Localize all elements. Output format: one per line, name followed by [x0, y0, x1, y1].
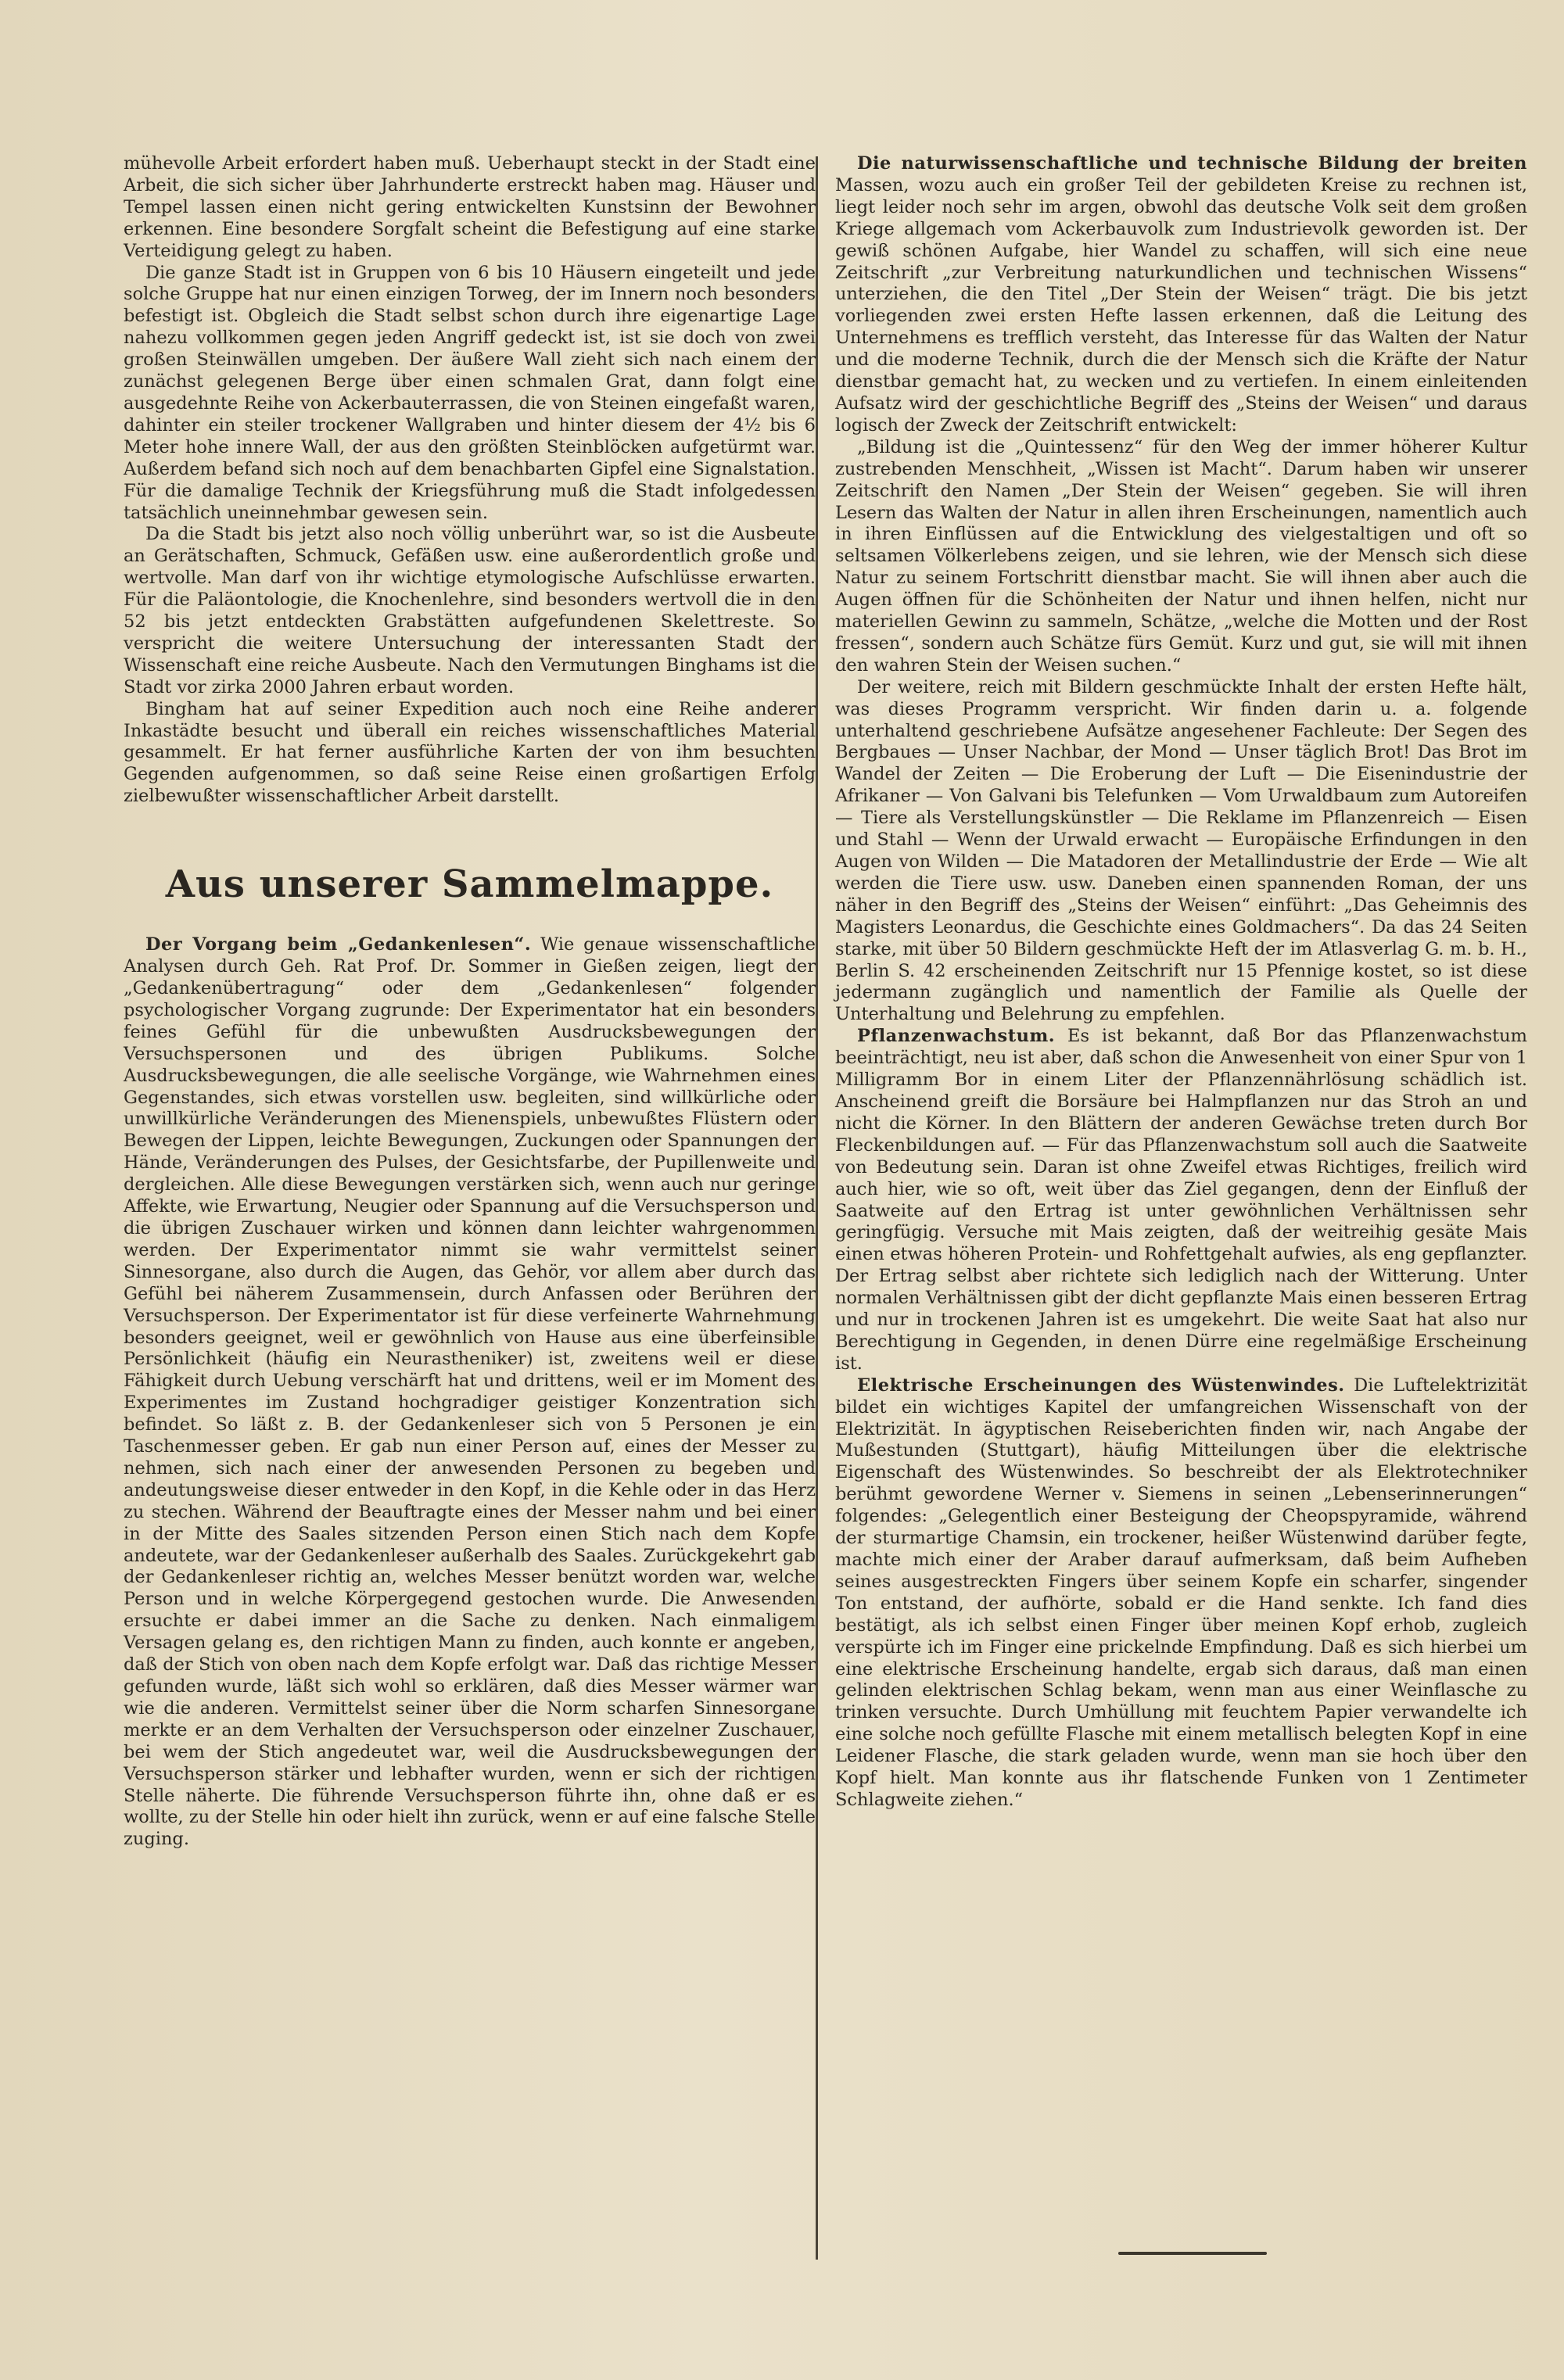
section-heading: Aus unserer Sammelmappe. [165, 862, 774, 907]
article-wuestenwind [835, 1375, 1527, 1812]
paragraph-excavation-yield: Da die Stadt bis jetzt also noch völlig unberührt war, so ist die Ausbeute an Gerätschaften, Schmuck, Gefäßen usw. eine außerordentlich große und wertvolle. Man darf von ihr wichtige etymologische Aufschlüsse erwarten. Für die Paläontologie, die Knochenlehre, sind besonders wertvoll die in den 52 bis jetzt entdeckten Grabstätten aufgefundenen Skelettreste. So verspricht die weitere Untersuchung der interessanten Stadt der Wissenschaft eine reiche Ausbeute. Nach den Vermutungen Binghams ist die Stadt vor zirka 2000 Jahren erbaut worden. [124, 524, 816, 697]
left-column [124, 153, 816, 1851]
article-gedankenlesen [124, 934, 816, 1851]
article-stein-der-weisen-body: Massen, wozu auch ein großer Teil der gebildeten Kreise zu rechnen ist, liegt leider noch sehr im argen, obwohl das deutsche Volk seit dem großen Kriege allgemach vom Ackerbauvolk zum Industrievolk geworden ist. Der gewiß schönen Aufgabe, hier Wandel zu schaffen, will sich eine neue Zeitschrift „zur Verbreitung naturkundlichen und technischen Wissens“ unterziehen, die den Titel „Der Stein der Weisen“ trägt. Die bis jetzt vorliegenden zwei ersten Hefte lassen erkennen, daß die Leitung des Unternehmens es trefflich versteht, das Interesse für das Walten der Natur und die moderne Technik, durch die der Mensch sich die Kräfte der Natur dienstbar gemacht hat, zu wecken und zu vertiefen. In einem einleitenden Aufsatz wird der geschichtliche Begriff des „Steins der Weisen“ und daraus logisch der Zweck der Zeitschrift entwickelt: [835, 174, 1527, 435]
article-pflanzenwachstum-body: Es ist bekannt, daß Bor das Pflanzenwachstum beeinträchtigt, neu ist aber, daß schon die Anwesenheit von einer Spur von 1 Milligramm Bor in einem Liter der Pflanzennährlösung schädlich ist. Anscheinend greift die Borsäure bei Halmpflanzen nur das Stroh an und nicht die Körner. In den Blättern der anderen Gewächse treten durch Bor Fleckenbildungen auf. — Für das Pflanzenwachstum soll auch die Saatweite von Bedeutung sein. Daran ist ohne Zweifel etwas Richtiges, freilich wird auch hier, wie so oft, weit über das Ziel gegangen, denn der Einfluß der Saatweite auf den Ertrag ist unter gewöhnlichen Verhältnissen sehr geringfügig. Versuche mit Mais zeigten, daß der weitreihig gesäte Mais einen etwas höheren Protein- und Rohfettgehalt aufwies, als eng gepflanzter. Der Ertrag selbst aber richtete sich lediglich nach der Witterung. Unter normalen Verhältnissen gibt der dicht gepflanzte Mais einen besseren Ertrag und nur in trockenen Jahren ist es umgekehrt. Die weite Saat hat also nur Berechtigung in Gegenden, in denen Dürre eine regelmäßige Erscheinung ist. [835, 1026, 1527, 1374]
article-stein-der-weisen-quote: „Bildung ist die „Quintessenz“ für den Weg der immer höherer Kultur zustrebenden Menschheit, „Wissen ist Macht“. Darum haben wir unserer Zeitschrift den Namen „Der Stein der Weisen“ gegeben. Sie will ihren Lesern das Walten der Natur in allen ihren Erscheinungen, namentlich auch in ihren Einflüssen auf die Entwicklung des vielgestaltigen und oft so seltsamen Völkerlebens zeigen, und sie lehren, wie der Mensch sich diese Natur zu seinem Fortschritt dienstbar macht. Sie will ihnen aber auch die Augen öffnen für die Schönheiten der Natur und ihnen helfen, nicht nur materiellen Gewinn zu sammeln, Schätze, „welche die Motten und der Rost fressen“, sondern auch Schätze fürs Gemüt. Kurz und gut, sie will mit ihnen den wahren Stein der Weisen suchen.“ [835, 436, 1527, 676]
article-stein-der-weisen-contents: Der weitere, reich mit Bildern geschmückte Inhalt der ersten Hefte hält, was dieses Programm verspricht. Wir finden darin u. a. folgende unterhaltend geschriebene Aufsätze angesehener Fachleute: Der Segen des Bergbaues — Unser Nachbar, der Mond — Unser täglich Brot! Das Brot im Wandel der Zeiten — Die Eroberung der Luft — Die Eisenindustrie der Afrikaner — Von Galvani bis Telefunken — Vom Urwaldbaum zum Autoreifen — Tiere als Verstellungskünstler — Die Reklame im Pflanzenreich — Eisen und Stahl — Wenn der Urwald erwacht — Europäische Erfindungen in den Augen von Wilden — Die Matadoren der Metallindustrie der Erde — Wie alt werden die Tiere usw. usw. Daneben einen spannenden Roman, der uns näher in den Begriff des „Steins der Weisen“ einführt: „Das Geheimnis des Magisters Leonardus, die Geschichte eines Goldmachers“. Da das 24 Seiten starke, mit über 50 Bildern geschmückte Heft der im Atlasverlag G. m. b. H., Berlin S. 42 erscheinenden Zeitschrift nur 15 Pfennige kostet, so ist diese jedermann zugänglich und namentlich der Familie als Quelle der Unterhaltung und Belehrung zu empfehlen. [835, 676, 1527, 1025]
article-pflanzenwachstum [835, 1026, 1527, 1375]
article-stein-der-weisen-title: Die naturwissenschaftliche und technische Bildung der breiten [857, 153, 1527, 174]
paragraph-city-defenses: Die ganze Stadt ist in Gruppen von 6 bis 10 Häusern eingeteilt und jede solche Gruppe hat nur einen einzigen Torweg, der im Innern noch besonders befestigt ist. Obgleich die Stadt selbst schon durch ihre eigenartige Lage nahezu vollkommen gegen jeden Angriff gedeckt ist, ist sie doch von zwei großen Steinwällen umgeben. Der äußere Wall zieht sich nach einem der zunächst gelegenen Berge über einen schmalen Grat, dann folgt eine ausgedehnte Reihe von Ackerbauterrassen, die von Steinen eingefaßt waren, dahinter ein steiler trockener Wallgraben und hinter diesem der 4½ bis 6 Meter hohe innere Wall, der aus den größten Steinblöcken aufgetürmt war. Außerdem befand sich noch auf dem benachbarten Gipfel eine Signalstation. Für die damalige Technik der Kriegsführung muß die Stadt infolgedessen tatsächlich uneinnehmbar gewesen sein. [124, 262, 816, 523]
article-wuestenwind-title: Elektrische Erscheinungen des Wüstenwindes. [857, 1375, 1345, 1396]
right-column [835, 153, 1527, 1812]
paragraph-city-work: mühevolle Arbeit erfordert haben muß. Ueberhaupt steckt in der Stadt eine Arbeit, die sich sicher über Jahrhunderte erstreckt haben mag. Häuser und Tempel lassen einen nicht gering entwickelten Kunstsinn der Bewohner erkennen. Eine besondere Sorgfalt scheint die Befestigung auf eine starke Verteidigung gelegt zu haben. [124, 153, 816, 261]
article-pflanzenwachstum-title: Pflanzenwachstum. [857, 1026, 1056, 1047]
end-rule-ornament [1118, 2252, 1267, 2255]
article-gedankenlesen-body: Wie genaue wissenschaftliche Analysen durch Geh. Rat Prof. Dr. Sommer in Gießen zeigen, liegt der „Gedankenübertragung“ oder dem „Gedankenlesen“ folgender psychologischer Vorgang zugrunde: Der Experimentator hat ein besonders feines Gefühl für die unbewußten Ausdrucksbewegungen der Versuchspersonen und des übrigen Publikums. Solche Ausdrucksbewegungen, die alle seelische Vorgänge, wie Wahrnehmen eines Gegenstandes, sich etwas vorstellen usw. begleiten, sind willkürliche oder unwillkürliche Veränderungen des Mienenspiels, unbewußtes Flüstern oder Bewegen der Lippen, leichte Bewegungen, Zuckungen oder Spannungen der Hände, Veränderungen des Pulses, der Gesichtsfarbe, der Pupillenweite und dergleichen. Alle diese Bewegungen verstärken sich, wenn auch nur geringe Affekte, wie Erwartung, Neugier oder Spannung auf die Versuchsperson und die übrigen Zuschauer wirken und können dann leichter wahrgenommen werden. Der Experimentator nimmt sie wahr vermittelst seiner Sinnesorgane, also durch die Augen, das Gehör, vor allem aber durch das Gefühl bei näherem Zusammensein, durch Anfassen oder Berühren der Versuchsperson. Der Experimentator ist für diese verfeinerte Wahrnehmung besonders geeignet, weil er gewöhnlich von Hause aus eine überfeinsible Persönlichkeit (häufig ein Neurastheniker) ist, zweitens weil er diese Fähigkeit durch Uebung verschärft hat und drittens, weil er im Moment des Experimentes im Zustand hochgradiger geistiger Konzentration sich befindet. So läßt z. B. der Gedankenleser sich von 5 Personen je ein Taschenmesser geben. Er gab nun einer Person auf, eines der Messer zu nehmen, sich nach einer der anwesenden Personen zu begeben und andeutungsweise dieser entweder in den Kopf, in die Kehle oder in das Herz zu stechen. Während der Beauftragte eines der Messer nahm und bei einer in der Mitte des Saales sitzenden Person einen Stich nach dem Kopfe andeutete, war der Gedankenleser außerhalb des Saales. Zurückgekehrt gab der Gedankenleser richtig an, welches Messer benützt worden war, welche Person und in welche Körpergegend gestochen wurde. Die Anwesenden ersuchte er dabei immer an die Sache zu denken. Nach einmaligem Versagen gelang es, den richtigen Mann zu finden, auch konnte er angeben, daß der Stich von oben nach dem Kopfe erfolgt war. Daß das richtige Messer gefunden wurde, läßt sich wohl so erklären, daß dies Messer wärmer war wie die anderen. Vermittelst seiner über die Norm scharfen Sinnesorgane merkte er an dem Verhalten der Versuchsperson oder einzelner Zuschauer, bei wem der Stich angedeutet war, weil die Ausdrucksbewegungen der Versuchsperson stärker und lebhafter wurden, wenn er sich der richtigen Stelle näherte. Die führende Versuchsperson führte ihn, ohne daß er es wollte, zu der Stelle hin oder hielt ihn zurück, wenn er auf eine falsche Stelle zuging. [124, 934, 816, 1850]
article-gedankenlesen-title: Der Vorgang beim „Gedankenlesen“. [145, 934, 532, 955]
article-stein-der-weisen [835, 153, 1527, 437]
paragraph-bingham-expedition: Bingham hat auf seiner Expedition auch noch eine Reihe anderer Inkastädte besucht und überall ein reiches wissenschaftliches Material gesammelt. Er hat ferner ausführliche Karten der von ihm besuchten Gegenden aufgenommen, so daß seine Reise einen großartigen Erfolg zielbewußter wissenschaftlicher Arbeit darstellt. [124, 698, 816, 807]
article-wuestenwind-body: Die Luftelektrizität bildet ein wichtiges Kapitel der umfangreichen Wissenschaft von der Elektrizität. In ägyptischen Reiseberichten finden wir, nach Angabe der Mußestunden (Stuttgart), häufig Mitteilungen über die elektrische Eigenschaft des Wüstenwindes. So beschreibt der als Elektrotechniker berühmt gewordene Werner v. Siemens in seinen „Lebenserinnerungen“ folgendes: „Gelegentlich einer Besteigung der Cheopspyramide, während der sturmartige Chamsin, ein trockener, heißer Wüstenwind darüber fegte, machte mich einer der Araber darauf aufmerksam, daß beim Aufheben seines ausgestreckten Fingers über seinem Kopfe ein scharfer, singender Ton entstand, der aufhörte, sobald er die Hand senkte. Ich fand dies bestätigt, als ich selbst einen Finger über meinen Kopf erhob, zugleich verspürte ich im Finger eine prickelnde Empfindung. Daß es sich hierbei um eine elektrische Erscheinung handelte, ergab sich daraus, daß man einen gelinden elektrischen Schlag bekam, wenn man aus einer Weinflasche zu trinken versuchte. Durch Umhüllung mit feuchtem Papier verwandelte ich eine solche noch gefüllte Flasche mit einem metallisch belegten Kopf in eine Leidener Flasche, die stark geladen wurde, wenn man sie hoch über den Kopf hielt. Man konnte aus ihr flatschende Funken von 1 Zentimeter Schlagweite ziehen.“ [835, 1375, 1528, 1810]
column-divider [816, 156, 818, 2260]
